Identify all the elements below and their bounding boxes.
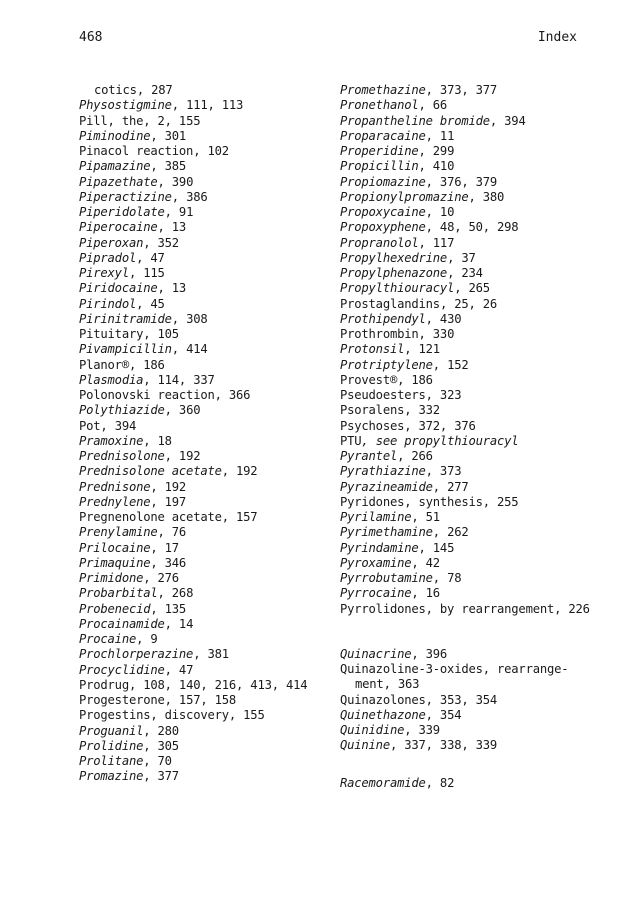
index-pages: , 346 — [150, 555, 187, 570]
index-term: Propylphenazone — [340, 266, 448, 280]
index-entry — [340, 236, 600, 251]
index-entry — [79, 144, 337, 159]
index-pages: , 186 — [128, 357, 165, 372]
index-pages: , 381 — [193, 647, 229, 662]
index-entry — [340, 312, 600, 327]
index-entry — [79, 739, 337, 754]
index-term: Protonsil — [340, 342, 405, 357]
index-term: Piperoxan — [79, 235, 144, 250]
index-entry — [79, 190, 337, 205]
index-column-right — [340, 83, 600, 791]
index-term: Pivampicillin — [79, 342, 172, 357]
index-pages: , 234 — [447, 266, 483, 280]
index-entry — [340, 403, 600, 418]
index-pages: , 386 — [171, 189, 208, 204]
index-pages: , 353, 354 — [425, 692, 498, 707]
index-entry — [79, 754, 337, 769]
index-term: Prednylene — [79, 494, 151, 509]
index-pages: , see propylthiouracyl — [361, 433, 519, 448]
index-entry — [79, 663, 337, 678]
index-pages: , 226 — [554, 601, 590, 616]
index-term: Prodrug — [79, 677, 129, 692]
index-pages: , 14 — [164, 616, 194, 631]
index-term: Pipradol — [79, 250, 137, 265]
index-term: Piminodine — [79, 128, 151, 143]
index-entry — [79, 98, 337, 113]
page-number: 468 — [79, 30, 103, 45]
index-term: Quinacrine — [340, 646, 412, 661]
index-entry — [79, 114, 337, 129]
index-pages: , 13 — [157, 220, 187, 235]
index-pages: , 70 — [143, 754, 172, 768]
index-pages: , 16 — [411, 586, 440, 601]
index-pages: , 51 — [411, 510, 440, 524]
index-term: Pyrantel — [340, 449, 398, 463]
index-term: Quinazoline-3-oxides, rearrange-ment — [340, 662, 569, 692]
index-entry — [340, 464, 600, 479]
index-term: Planor® — [79, 357, 129, 372]
index-term: Propoxycaine — [340, 205, 426, 219]
index-pages: , 192 — [164, 449, 201, 463]
index-pages: , 360 — [164, 403, 201, 418]
index-pages: , 114, 337 — [143, 372, 215, 387]
index-term: Pill, the — [79, 113, 144, 128]
index-term: Procyclidine — [79, 662, 165, 677]
index-term: Propionylpromazine — [340, 189, 469, 204]
index-entry — [340, 662, 600, 693]
index-pages: , 115 — [128, 266, 165, 280]
index-term: Promazine — [79, 769, 144, 784]
index-term: Probenecid — [79, 601, 151, 616]
index-pages: , 308 — [171, 311, 208, 326]
index-entry — [79, 236, 337, 251]
index-term: Prednisone — [79, 479, 151, 494]
index-pages: , 152 — [432, 357, 469, 372]
index-term: Prolidine — [79, 738, 144, 753]
index-term: Procainamide — [79, 616, 165, 631]
index-term: Pirinitramide — [79, 311, 172, 326]
index-entry — [340, 190, 600, 205]
index-entry — [79, 769, 337, 784]
index-term: Piperocaine — [79, 220, 158, 235]
index-entry — [79, 464, 337, 479]
index-entry — [79, 129, 337, 144]
index-term: Propoxyphene — [340, 220, 426, 235]
index-pages: , 366 — [214, 388, 251, 402]
index-pages: , 396 — [411, 646, 448, 661]
index-entry — [79, 159, 337, 174]
index-entry — [340, 98, 600, 113]
index-pages: , 352 — [143, 235, 179, 250]
index-term: Propranolol — [340, 235, 419, 250]
index-entry — [340, 144, 600, 159]
index-term: PTU — [340, 433, 362, 448]
index-entry — [340, 83, 600, 98]
index-entry — [79, 281, 337, 296]
index-pages: , 91 — [164, 205, 194, 219]
index-pages: , 192 — [150, 479, 187, 494]
index-term: Piperactizine — [79, 189, 172, 204]
index-pages: , 82 — [425, 775, 455, 790]
index-pages: , 197 — [150, 494, 187, 509]
index-term: Prochlorperazine — [79, 647, 194, 662]
index-term: Pyrathiazine — [340, 464, 426, 479]
index-pages: , 265 — [454, 281, 490, 296]
index-entry — [79, 724, 337, 739]
index-term: Pirindol — [79, 296, 137, 311]
index-pages: , 25, 26 — [439, 296, 498, 311]
index-term: Provest® — [340, 372, 398, 387]
index-entry — [340, 327, 600, 342]
index-entry — [79, 297, 337, 312]
index-term: Pyridones, synthesis — [340, 494, 483, 509]
index-pages: , 394 — [489, 113, 526, 128]
index-entry — [79, 708, 337, 723]
index-term: Pyrrobutamine — [340, 571, 433, 585]
index-entry — [79, 525, 337, 540]
index-pages: , 145 — [418, 540, 455, 555]
index-entry — [340, 602, 600, 617]
index-entry — [79, 342, 337, 357]
index-pages: , 108, 140, 216, 413, 414 — [128, 677, 308, 692]
index-term: Piperidolate — [79, 205, 165, 219]
index-entry — [340, 251, 600, 266]
index-pages: , 48, 50, 298 — [425, 220, 519, 235]
index-term: Pipamazine — [79, 159, 151, 174]
index-entry — [340, 708, 600, 723]
index-entry — [79, 312, 337, 327]
index-term: Propylhexedrine — [340, 250, 448, 265]
index-pages: , 363 — [383, 677, 420, 692]
index-term: Propylthiouracyl — [340, 281, 455, 296]
index-pages: , 192 — [221, 464, 258, 479]
index-term: Primaquine — [79, 555, 151, 570]
index-pages: , 10 — [425, 205, 455, 219]
index-entry — [340, 220, 600, 235]
index-entry — [340, 510, 600, 525]
index-pages: , 276 — [143, 571, 179, 585]
index-entry — [340, 266, 600, 281]
index-pages: , 414 — [171, 342, 208, 357]
index-term: Pyrilamine — [340, 510, 412, 524]
index-entry — [340, 586, 600, 601]
index-term: Polonovski reaction — [79, 388, 215, 402]
index-pages: , 9 — [136, 632, 158, 646]
index-term: Probarbital — [79, 586, 158, 601]
index-term: Procaine — [79, 632, 137, 646]
index-term: Prothrombin — [340, 327, 419, 341]
index-term: Quinethazone — [340, 707, 426, 722]
index-entry — [340, 738, 600, 753]
index-term: Prilocaine — [79, 540, 151, 555]
index-entry — [340, 525, 600, 540]
index-pages: , 299 — [418, 144, 455, 158]
index-term: Pyroxamine — [340, 555, 412, 570]
index-term: Progestins, discovery — [79, 708, 229, 723]
index-term: Pseudoesters — [340, 388, 426, 402]
index-entry — [79, 602, 337, 617]
index-pages: , 2, 155 — [143, 113, 201, 128]
index-entry — [79, 205, 337, 220]
index-pages: , 287 — [136, 83, 173, 97]
index-entry — [79, 419, 337, 434]
index-entry — [340, 693, 600, 708]
index-entry — [340, 723, 600, 738]
index-pages: , 301 — [150, 128, 187, 143]
index-entry — [340, 175, 600, 190]
index-entry — [340, 434, 600, 449]
index-pages: , 42 — [411, 555, 440, 570]
index-term: Prenylamine — [79, 525, 158, 540]
index-term: Pyrimethamine — [340, 525, 433, 540]
index-term: Pyrindamine — [340, 540, 419, 555]
index-entry — [340, 541, 600, 556]
index-entry — [79, 556, 337, 571]
index-entry — [340, 159, 600, 174]
index-term: Plasmodia — [79, 372, 144, 387]
index-pages: , 13 — [157, 281, 187, 296]
index-term: Properidine — [340, 144, 419, 158]
index-pages: , 390 — [157, 174, 194, 189]
index-pages: , 337, 338, 339 — [389, 738, 498, 753]
index-term: Psychoses — [340, 418, 405, 433]
index-term: Pregnenolone acetate — [79, 510, 222, 524]
index-entry — [79, 388, 337, 403]
index-entry — [79, 693, 337, 708]
index-term: Prothipendyl — [340, 311, 426, 326]
index-pages: , 135 — [150, 601, 187, 616]
index-term: cotics — [94, 83, 137, 97]
index-pages: , 354 — [425, 707, 462, 722]
index-term: Protriptylene — [340, 357, 433, 372]
index-entry — [79, 510, 337, 525]
index-pages: , 17 — [150, 540, 179, 555]
index-entry — [340, 571, 600, 586]
index-entry — [79, 358, 337, 373]
index-pages: , 117 — [418, 235, 455, 250]
index-entry — [340, 388, 600, 403]
index-pages: , 305 — [143, 738, 179, 753]
index-entry — [79, 327, 337, 342]
index-pages: , 66 — [418, 98, 448, 113]
index-entry — [79, 678, 337, 693]
index-pages: , 155 — [228, 708, 265, 723]
index-pages: , 45 — [136, 296, 165, 311]
index-pages: , 394 — [100, 418, 137, 433]
index-term: Physostigmine — [79, 98, 172, 113]
index-term: Pirexyl — [79, 266, 129, 280]
index-pages: , 11 — [425, 128, 455, 143]
index-term: Promethazine — [340, 83, 426, 97]
index-entry — [79, 632, 337, 647]
index-pages: , 339 — [404, 723, 440, 737]
index-term: Primidone — [79, 571, 144, 585]
index-entry — [79, 266, 337, 281]
index-term: Progesterone — [79, 693, 165, 707]
running-head: Index — [537, 30, 577, 45]
index-entry — [79, 617, 337, 632]
index-entry — [79, 434, 337, 449]
index-pages: , 277 — [432, 479, 469, 494]
index-pages: , 330 — [418, 327, 455, 341]
index-entry — [340, 342, 600, 357]
index-pages: , 410 — [418, 159, 455, 174]
index-entry — [79, 571, 337, 586]
index-pages: , 121 — [404, 342, 440, 357]
index-pages: , 373 — [425, 464, 462, 479]
index-term: Pyrrocaine — [340, 586, 412, 601]
index-pages: , 157, 158 — [164, 693, 237, 707]
index-term: Quinidine — [340, 723, 405, 737]
index-pages: , 105 — [143, 327, 179, 341]
index-term: Proparacaine — [340, 128, 426, 143]
index-entry — [340, 449, 600, 464]
index-entry — [340, 480, 600, 495]
index-pages: , 37 — [447, 250, 476, 265]
index-entry — [79, 495, 337, 510]
index-pages: , 323 — [425, 388, 462, 402]
index-entry — [340, 495, 600, 510]
index-term: Propantheline bromide — [340, 113, 490, 128]
index-pages: , 266 — [397, 449, 433, 463]
index-term: Prednisolone — [79, 449, 165, 463]
index-pages: , 78 — [432, 571, 462, 585]
index-entry — [340, 129, 600, 144]
index-entry — [79, 220, 337, 235]
index-pages: , 373, 377 — [425, 83, 498, 97]
index-entry — [340, 205, 600, 220]
index-pages: , 262 — [432, 525, 469, 540]
index-entry — [79, 480, 337, 495]
index-pages: , 18 — [143, 433, 172, 448]
index-term: Propicillin — [340, 159, 419, 174]
index-pages: , 376, 379 — [425, 174, 498, 189]
index-pages: , 186 — [397, 372, 433, 387]
index-term: Pramoxine — [79, 433, 144, 448]
index-entry — [340, 556, 600, 571]
index-term: Pipazethate — [79, 174, 158, 189]
index-pages: , 268 — [157, 586, 194, 601]
index-pages: , 102 — [193, 144, 229, 158]
index-pages: , 380 — [468, 189, 505, 204]
index-column-left — [79, 83, 337, 785]
index-term: Piridocaine — [79, 281, 158, 296]
index-pages: , 111, 113 — [171, 98, 244, 113]
index-term: Psoralens — [340, 403, 405, 418]
index-entry — [79, 586, 337, 601]
index-pages: , 47 — [136, 250, 165, 265]
index-term: Pyrrolidones, by rearrangement — [340, 601, 555, 616]
index-pages: , 385 — [150, 159, 187, 174]
index-term: Pronethanol — [340, 98, 419, 113]
index-entry — [340, 114, 600, 129]
index-entry — [79, 373, 337, 388]
index-entry — [79, 83, 337, 98]
index-pages: , 47 — [164, 662, 194, 677]
index-entry — [340, 297, 600, 312]
index-pages: , 280 — [143, 723, 179, 738]
index-term: Prednisolone acetate — [79, 464, 222, 479]
index-term: Pot — [79, 418, 101, 433]
index-entry — [340, 647, 600, 662]
index-pages: , 377 — [143, 769, 179, 784]
index-entry — [79, 647, 337, 662]
index-term: Pyrazineamide — [340, 479, 433, 494]
index-term: Polythiazide — [79, 403, 165, 418]
index-entry — [340, 419, 600, 434]
index-pages: , 255 — [482, 494, 519, 509]
index-term: Quinazolones — [340, 692, 426, 707]
index-term: Racemoramide — [340, 775, 426, 790]
index-pages: , 76 — [157, 525, 187, 540]
index-entry — [79, 403, 337, 418]
index-entry — [340, 776, 600, 791]
index-term: Propiomazine — [340, 174, 426, 189]
index-term: Prostaglandins — [340, 296, 440, 311]
index-entry — [79, 541, 337, 556]
index-term: Prolitane — [79, 754, 144, 768]
index-term: Pituitary — [79, 327, 144, 341]
index-pages: , 157 — [221, 510, 258, 524]
index-entry — [340, 281, 600, 296]
index-pages: , 372, 376 — [404, 418, 476, 433]
index-entry — [79, 175, 337, 190]
index-pages: , 332 — [404, 403, 440, 418]
index-term: Pinacol reaction — [79, 144, 194, 158]
index-entry — [340, 373, 600, 388]
index-entry — [340, 358, 600, 373]
index-term: Proguanil — [79, 723, 144, 738]
index-term: Quinine — [340, 738, 390, 753]
index-entry — [79, 251, 337, 266]
index-pages: , 430 — [425, 311, 462, 326]
index-entry — [79, 449, 337, 464]
